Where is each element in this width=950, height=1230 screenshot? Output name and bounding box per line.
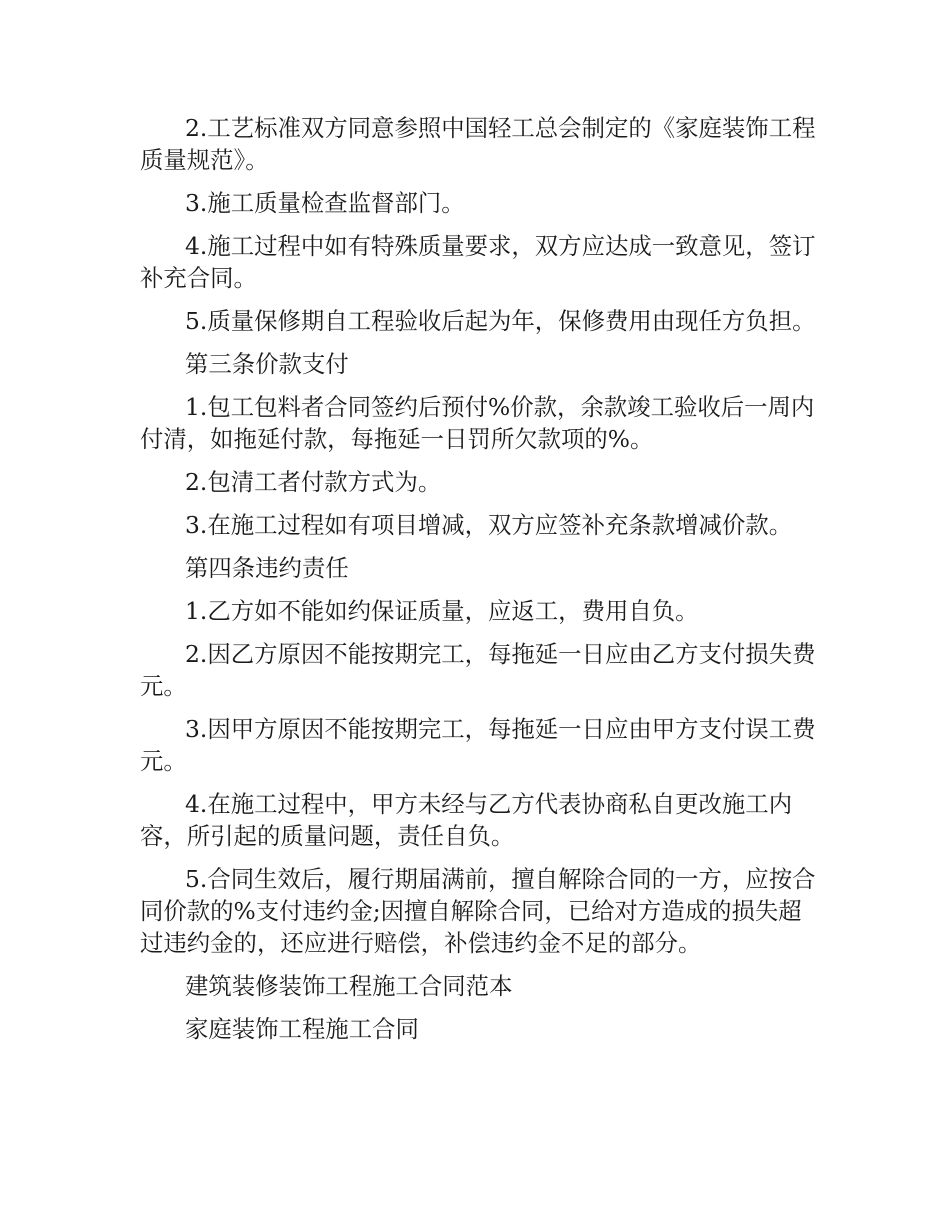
paragraph-prepayment: 1.包工包料者合同签约后预付%价款，余款竣工验收后一周内付清，如拖延付款，每拖延一日罚所欠款项的%。 xyxy=(140,393,815,453)
paragraph-inspection-department: 3.施工质量检查监督部门。 xyxy=(185,189,465,217)
section-heading-liability: 第四条违约责任 xyxy=(185,554,349,582)
title-construction-contract-template: 建筑装修装饰工程施工合同范本 xyxy=(185,972,513,1000)
paragraph-quality-standard: 2.工艺标准双方同意参照中国轻工总会制定的《家庭装饰工程质量规范》。 xyxy=(140,114,816,174)
paragraph-termination-penalty: 5.合同生效后，履行期届满前，擅自解除合同的一方，应按合同价款的%支付违约金;因擅自解除合同，已给对方造成的损失超过违约金的，还应进行赔偿，补偿违约金不足的部分。 xyxy=(140,865,816,957)
section-heading-payment: 第三条价款支付 xyxy=(185,350,349,378)
paragraph-party-a-delay: 3.因甲方原因不能按期完工，每拖延一日应由甲方支付误工费元。 xyxy=(140,715,816,775)
paragraph-special-requirements: 4.施工过程中如有特殊质量要求，双方应达成一致意见，签订补充合同。 xyxy=(140,232,816,292)
paragraph-price-adjustment: 3.在施工过程如有项目增减，双方应签补充条款增减价款。 xyxy=(185,511,793,539)
paragraph-unauthorized-change: 4.在施工过程中，甲方未经与乙方代表协商私自更改施工内容，所引起的质量问题，责任自负。 xyxy=(140,790,793,850)
paragraph-party-b-delay: 2.因乙方原因不能按期完工，每拖延一日应由乙方支付损失费元。 xyxy=(140,640,816,700)
paragraph-warranty-period: 5.质量保修期自工程验收后起为年，保修费用由现任方负担。 xyxy=(185,307,816,335)
document-body xyxy=(140,112,820,1056)
paragraph-labor-payment: 2.包清工者付款方式为。 xyxy=(185,468,442,496)
paragraph-rework: 1.乙方如不能如约保证质量，应返工，费用自负。 xyxy=(185,597,699,625)
title-home-decoration-contract: 家庭装饰工程施工合同 xyxy=(185,1015,419,1043)
